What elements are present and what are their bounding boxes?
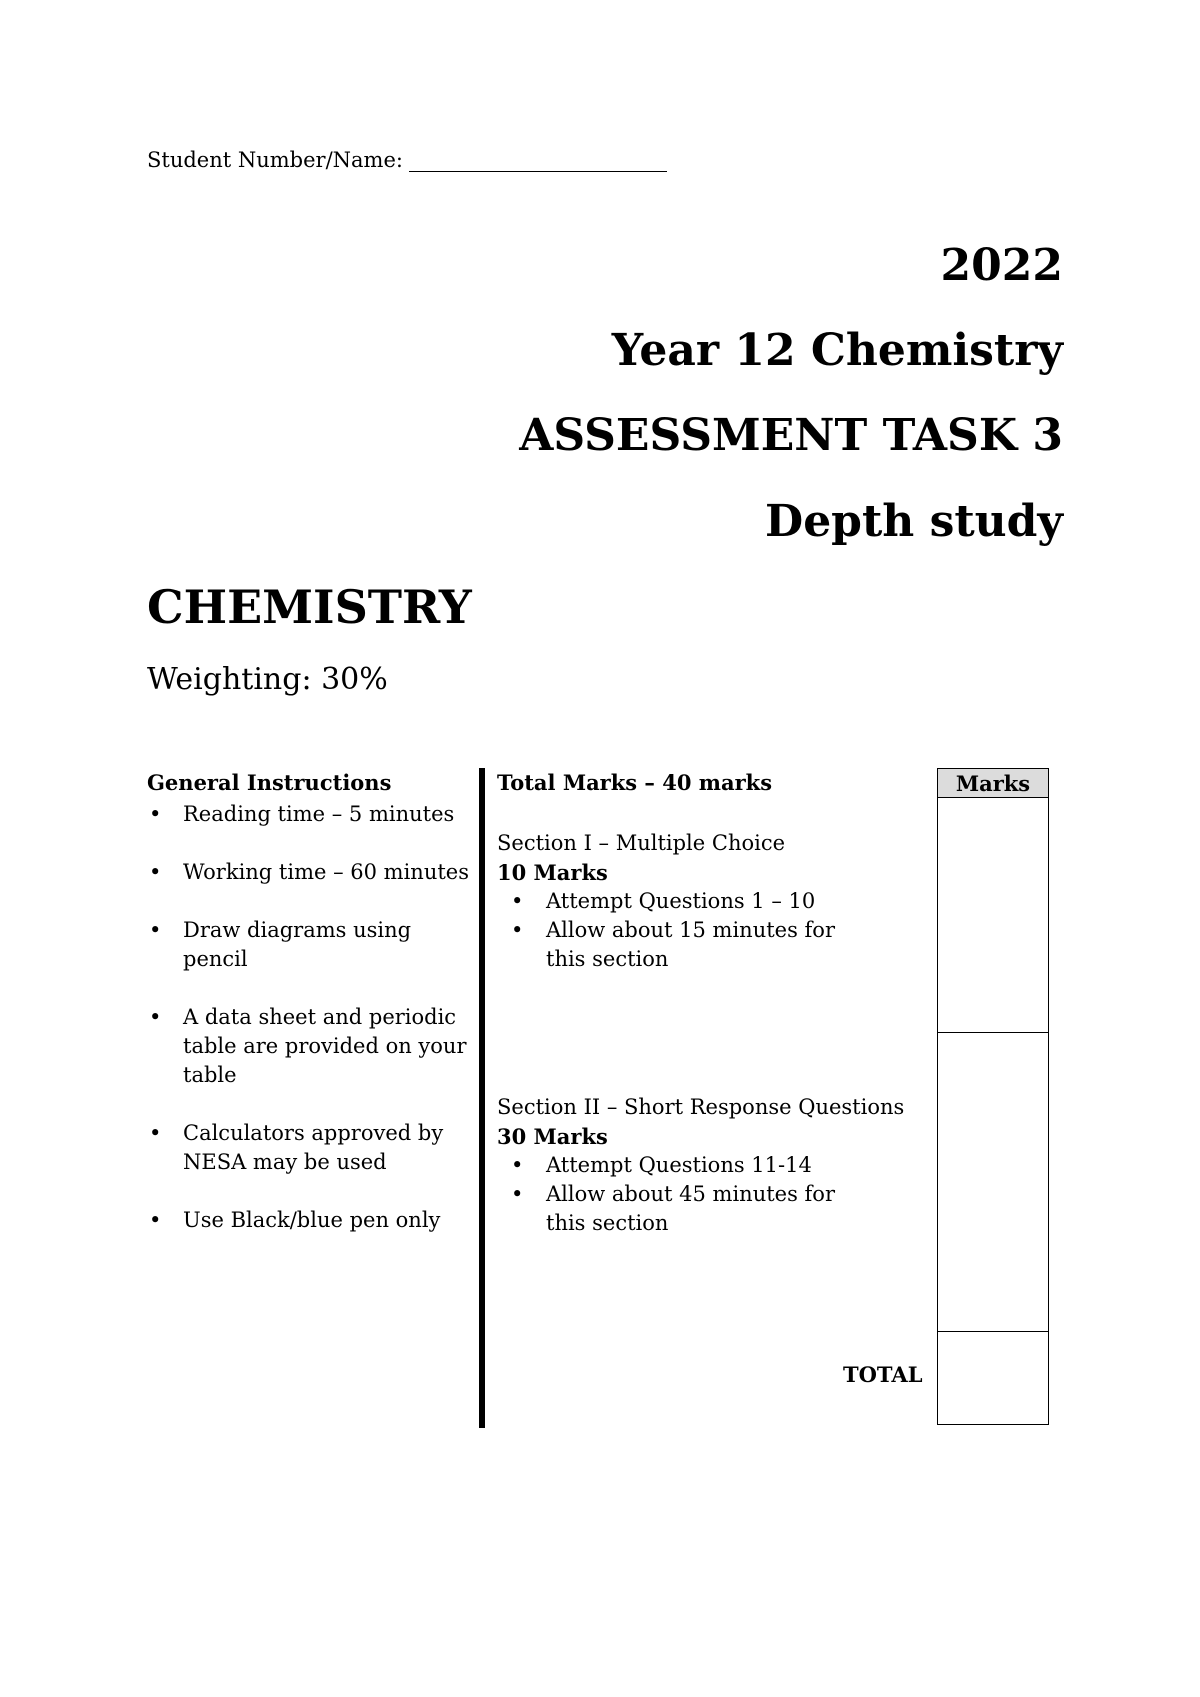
student-name-field[interactable] [147,148,667,172]
title-type: Depth study [765,496,1063,547]
instruction-item: • Draw diagrams using pencil [147,916,472,974]
section-1-marks-cell[interactable] [938,798,1049,1033]
subject-heading: CHEMISTRY [147,580,472,634]
instruction-item: • A data sheet and periodic table are provided on your table [147,1003,472,1090]
section-2-heading: Section II – Short Response Questions [497,1095,905,1119]
section-2-marks: 30 Marks [497,1124,608,1149]
weighting-text: Weighting: 30% [147,662,388,697]
column-divider [479,768,485,1428]
section-item: • Allow about 45 minutes for this section [509,1180,869,1238]
general-instructions-list [147,800,472,1264]
section-1-heading: Section I – Multiple Choice [497,831,786,855]
marks-table-header: Marks [938,769,1049,798]
section-1-list [509,887,869,974]
student-name-line[interactable] [409,149,667,172]
total-label: TOTAL [843,1362,923,1387]
section-1 [497,829,869,974]
section-item: • Attempt Questions 11-14 [509,1151,869,1180]
section-2-marks-cell[interactable] [938,1033,1049,1332]
section-2 [497,1093,904,1238]
total-marks-heading: Total Marks – 40 marks [497,770,773,795]
general-instructions-heading: General Instructions [147,770,392,795]
section-1-marks: 10 Marks [497,860,608,885]
student-name-label: Student Number/Name: [147,148,403,172]
instruction-item: • Use Black/blue pen only [147,1206,472,1235]
marks-table [937,768,1049,1425]
instruction-item: • Working time – 60 minutes [147,858,472,887]
section-2-list [509,1151,869,1238]
section-item: • Allow about 15 minutes for this section [509,916,869,974]
title-task: ASSESSMENT TASK 3 [519,410,1063,461]
section-item: • Attempt Questions 1 – 10 [509,887,869,916]
title-year: 2022 [940,240,1063,291]
instruction-item: • Calculators approved by NESA may be used [147,1119,472,1177]
title-course: Year 12 Chemistry [611,325,1063,376]
instruction-item: • Reading time – 5 minutes [147,800,472,829]
total-marks-cell[interactable] [938,1332,1049,1425]
